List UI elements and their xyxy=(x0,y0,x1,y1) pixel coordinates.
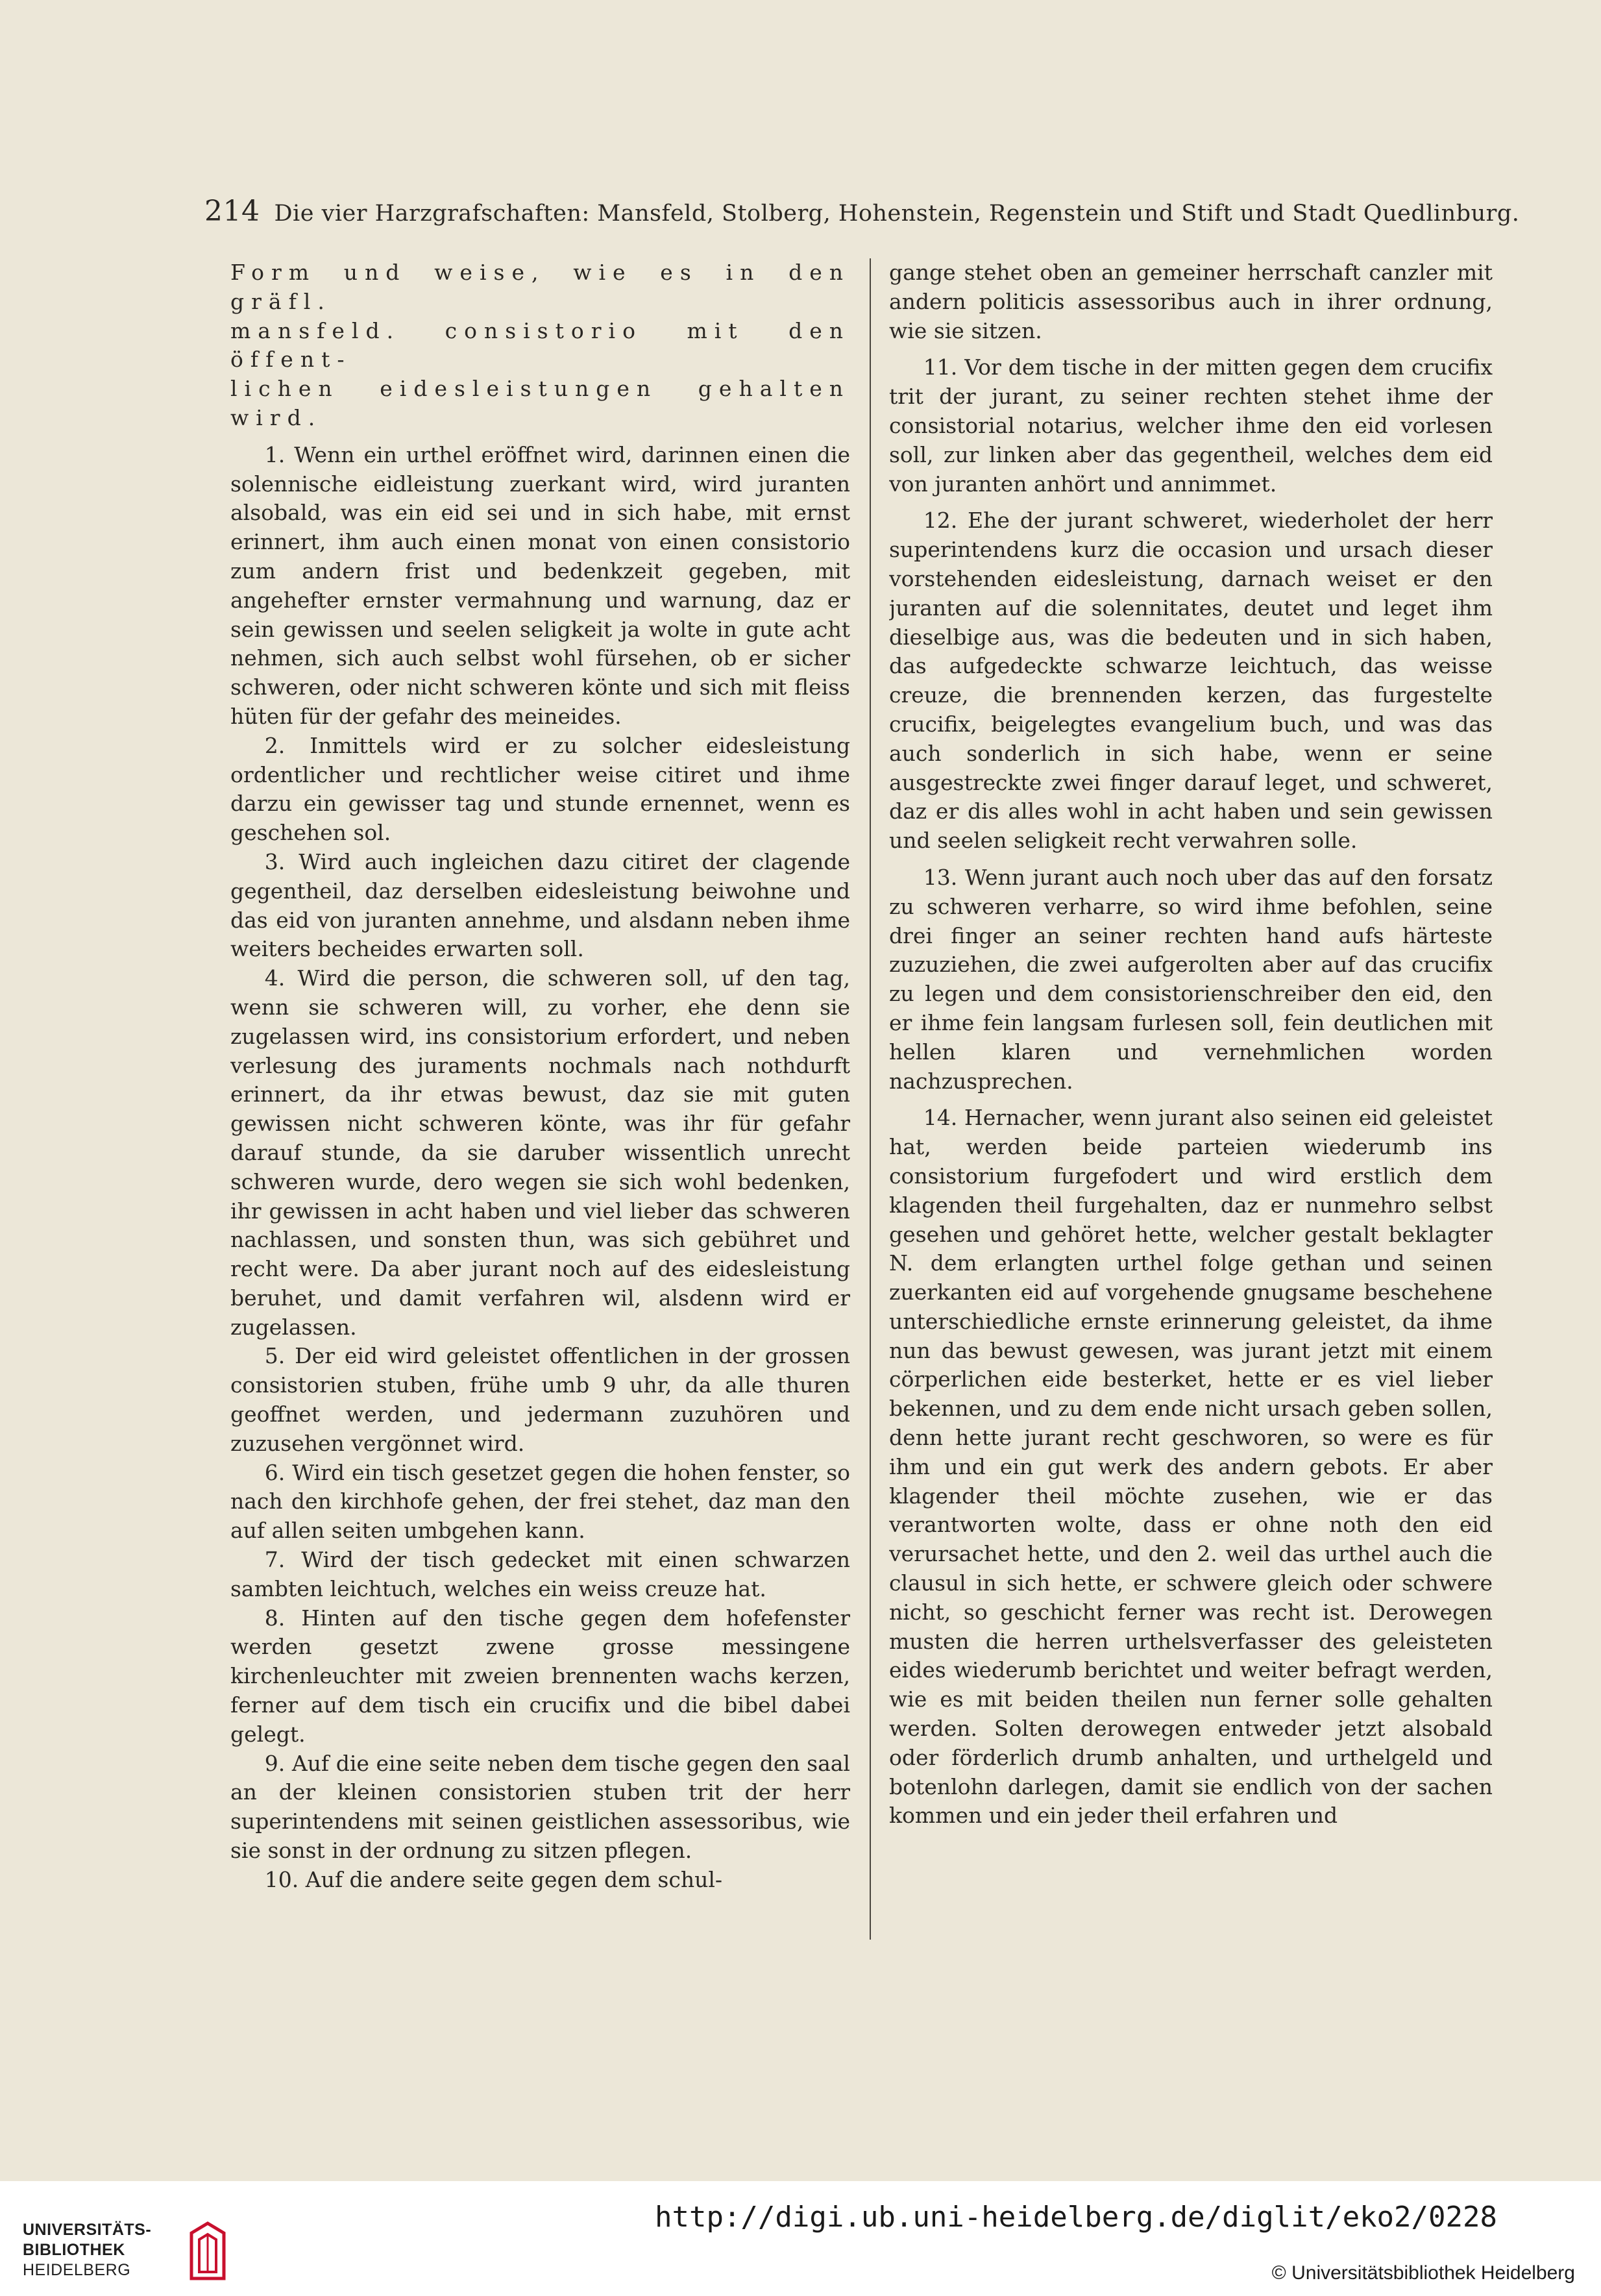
section-title-line: Form und weise, wie es in den gräfl. xyxy=(230,260,850,314)
paragraph: 3. Wird auch ingleichen dazu citiret der clagende gegentheil, daz derselben eidesleistung beiwohne und das eid von juranten annehme, und alsdann neben ihme weiters becheides erwarten soll. xyxy=(230,848,850,962)
paragraph: 12. Ehe der jurant schweret, wiederholet der herr superintendens kurz die occasion und ursach dieser vorstehenden eidesleistung, darnach weiset er den juranten auf die solennitates, deutet und leget ihm dieselbige aus, was die bedeuten und in sich haben, das aufgedeckte schwarze leichtuch, das weisse creuze, die brennenden kerzen, das furgestelte crucifix, beigelegtes evangelium buch, und was das auch sonderlich in sich habe, wenn er seine ausgestreckte zwei finger darauf leget, und schweret, daz er dis alles wohl in acht haben und sein gewissen und seelen seligkeit recht verwahren solle. xyxy=(889,508,1493,854)
column-divider xyxy=(870,258,871,1940)
viewer-footer xyxy=(0,2181,1601,2296)
logo-line: HEIDELBERG xyxy=(23,2261,131,2279)
paragraph: 13. Wenn jurant auch noch uber das auf den forsatz zu schweren verharre, so wird ihme befohlen, seine drei finger an seiner rechten hand aufs härteste zuzuziehen, die zwei aufgerolten aber auf das crucifix zu legen und dem consistorienschreiber den eid, den er ihme fein langsam furlesen soll, fein deutlichen mit hellen klaren und vernehmlichen worden nachzusprechen. xyxy=(889,864,1493,1094)
library-logo[interactable] xyxy=(23,2220,230,2282)
running-title: Die vier Harzgrafschaften: Mansfeld, Stolberg, Hohenstein, Regenstein und Stift und Stadt Quedlinburg. xyxy=(274,201,1520,227)
permalink-url[interactable]: http://digi.ub.uni-heidelberg.de/diglit/eko2/0228 xyxy=(654,2201,1497,2234)
right-column xyxy=(889,258,1493,1959)
logo-line: BIBLIOTHEK xyxy=(23,2241,125,2259)
paragraph: 9. Auf die eine seite neben dem tische gegen den saal an der kleinen consistorien stuben trit der herr superintendens mit seinen geistlichen assessoribus, wie sie sonst in der ordnung zu sitzen pflegen. xyxy=(230,1750,850,1864)
running-header xyxy=(204,195,1520,234)
paragraph: 1. Wenn ein urthel eröffnet wird, darinnen einen die solennische eidleistung zuerkant wird, wird juranten alsobald, was ein eid sei und in sich habe, mit ernst erinnert, ihm auch einen monat von einen consistorio zum andern frist und bedenkzeit gegeben, mit angehefter ernster vermahnung und warnung, daz er sein gewissen und seelen seligkeit ja wolte in gute acht nehmen, sich auch selbst wohl fürsehen, ob er sicher schweren, oder nicht schweren könte und sich mit fleiss hüten für der gefahr des meineides. xyxy=(230,441,850,729)
left-column xyxy=(230,258,850,1959)
paragraph: 5. Der eid wird geleistet offentlichen in der grossen consistorien stuben, frühe umb 9 uhr, da alle thuren geoffnet werden, und jedermann zuzuhören und zuzusehen vergönnet wird. xyxy=(230,1343,850,1456)
section-title-line: lichen eidesleistungen gehalten wird. xyxy=(230,376,850,430)
paragraph: 11. Vor dem tische in der mitten gegen dem crucifix trit der jurant, zu seiner rechten stehet ihme der consistorial notarius, welcher ihme den eid vorlesen soll, zur linken aber das gegentheil, welches dem eid von juranten anhört und annimmet. xyxy=(889,354,1493,497)
paragraph: 7. Wird der tisch gedecket mit einen schwarzen sambten leichtuch, welches ein weiss creuze hat. xyxy=(230,1547,850,1601)
logo-line: UNIVERSITÄTS- xyxy=(23,2221,152,2239)
copyright-notice: © Universitätsbibliothek Heidelberg xyxy=(1271,2262,1575,2284)
paragraph: 6. Wird ein tisch gesetzet gegen die hohen fenster, so nach den kirchhofe gehen, der frei stehet, daz man den auf allen seiten umbgehen kann. xyxy=(230,1459,850,1544)
paragraph: 8. Hinten auf den tische gegen dem hofefenster werden gesetzt zwene grosse messingene kirchenleuchter mit zweien brennenten wachs kerzen, ferner auf dem tisch ein crucifix und die bibel dabei gelegt. xyxy=(230,1605,850,1747)
paragraph: 10. Auf die andere seite gegen dem schul- xyxy=(264,1866,723,1892)
paragraph: 4. Wird die person, die schweren soll, uf den tag, wenn sie schweren will, zu vorher, ehe denn sie zugelassen wird, ins consistorium erfordert, und neben verlesung des juraments nochmals nach nothdurft erinnert, da ihr etwas bewust, daz sie mit guten gewissen nicht schweren könte, was ihr für gefahr darauf stunde, da sie daruber wissentlich unrecht schweren wurde, dero wegen sie sich wohl bedenken, ihr gewissen in acht haben und viel lieber das schweren nachlassen, und sonsten thun, was sich gebühret und recht were. Da aber jurant noch auf des eidesleistung beruhet, und damit verfahren wil, alsdenn wird er zugelassen. xyxy=(230,965,850,1340)
section-title-line: mansfeld. consistorio mit den öffent- xyxy=(230,317,850,373)
page-number: 214 xyxy=(204,195,260,228)
logo-text xyxy=(23,2220,178,2280)
paragraph: gange stehet oben an gemeiner herrschaft canzler mit andern politicis assessoribus auch in ihrer ordnung, wie sie sitzen. xyxy=(889,260,1493,343)
paragraph: 14. Hernacher, wenn jurant also seinen eid geleistet hat, werden beide parteien wiederumb ins consistorium furgefodert und wird erstlich dem klagenden theil furgehalten, daz er nunmehro selbst gesehen und gehöret hette, welcher gestalt beklagter N. dem erlangten urthel folge gethan und seinen zuerkanten eid auf vorgehende gnugsame beschehene unterschiedliche ernste erinnerung geleistet, da ihme nun das bewust gewesen, was jurant jetzt mit einem cörperlichen eide besterket, hette er es viel lieber bekennen, und zu dem ende nicht ursach geben sollen, denn hette jurant recht geschworen, so were es für ihm und ein gut werk des andern gebots. Er aber klagender theil möchte zusehen, wie er das verantworten wolte, dass er ohne noth den eid verursachet hette, und den 2. weil das urthel auch die clausul in sich hette, er schwere gleich oder schwere nicht, so geschicht ferner was recht ist. Derowegen musten die herren urthelsverfasser des geleisteten eides wiederumb berichtet und weiter befragt werden, wie es mit beiden theilen nun ferner solle gehalten werden. Solten derowegen entweder jetzt alsobald oder förderlich drumb anhalten, und urthelgeld und botenlohn darlegen, damit sie endlich von der sachen kommen und ein jeder theil erfahren und xyxy=(889,1105,1493,1829)
library-emblem-icon xyxy=(185,2220,230,2282)
paragraph: 2. Inmittels wird er zu solcher eidesleistung ordentlicher und rechtlicher weise citiret und ihme darzu ein gewisser tag und stunde ernennet, wenn es geschehen sol. xyxy=(230,732,850,846)
